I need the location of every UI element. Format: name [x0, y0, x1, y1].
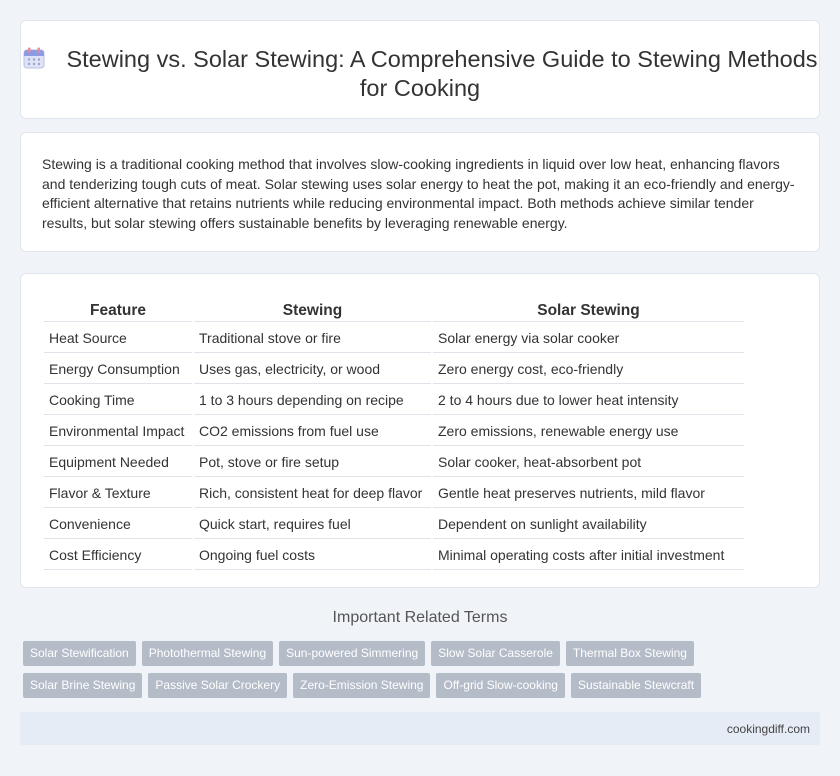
solar-stewing-cell: Zero emissions, renewable energy use [433, 417, 744, 446]
table-row [44, 355, 744, 384]
related-term-tag[interactable]: Zero-Emission Stewing [293, 673, 430, 698]
table-row [44, 479, 744, 508]
table-row [44, 448, 744, 477]
related-term-tag[interactable]: Solar Stewification [23, 641, 136, 666]
footer-site-link[interactable]: cookingdiff.com [726, 722, 810, 736]
table-row [44, 417, 744, 446]
solar-stewing-cell: Solar cooker, heat-absorbent pot [433, 448, 744, 477]
related-term-tag[interactable]: Off-grid Slow-cooking [436, 673, 565, 698]
feature-cell: Equipment Needed [44, 448, 192, 477]
tag-row [23, 641, 723, 666]
stewing-cell: Quick start, requires fuel [194, 510, 431, 539]
comparison-table [42, 296, 746, 572]
feature-cell: Environmental Impact [44, 417, 192, 446]
feature-cell: Heat Source [44, 324, 192, 353]
column-header-stewing: Stewing [194, 298, 431, 322]
footer [20, 712, 820, 745]
feature-cell: Energy Consumption [44, 355, 192, 384]
stewing-cell: Rich, consistent heat for deep flavor [194, 479, 431, 508]
stewing-cell: Ongoing fuel costs [194, 541, 431, 570]
stewing-cell: Pot, stove or fire setup [194, 448, 431, 477]
related-term-tag[interactable]: Sustainable Stewcraft [571, 673, 701, 698]
feature-cell: Flavor & Texture [44, 479, 192, 508]
intro-paragraph: Stewing is a traditional cooking method that involves slow-cooking ingredients in liquid over low heat, enhancing flavors and tenderizing tough cuts of meat. Solar stewing uses solar energy to heat the pot, making it an eco-friendly and energy-efficient alternative that retains nutrients while reducing environmental impact. Both methods achieve similar tender results, but solar stewing offers sustainable benefits by leveraging renewable energy. [42, 156, 795, 231]
feature-cell: Cooking Time [44, 386, 192, 415]
intro-card [20, 132, 820, 252]
related-term-tag[interactable]: Slow Solar Casserole [431, 641, 560, 666]
related-terms-list [23, 641, 723, 705]
solar-stewing-cell: Solar energy via solar cooker [433, 324, 744, 353]
page-title-block [21, 45, 819, 103]
column-header-solar-stewing: Solar Stewing [433, 298, 744, 322]
table-row [44, 386, 744, 415]
feature-cell: Convenience [44, 510, 192, 539]
feature-cell: Cost Efficiency [44, 541, 192, 570]
solar-stewing-cell: Gentle heat preserves nutrients, mild flavor [433, 479, 744, 508]
solar-stewing-cell: Minimal operating costs after initial investment [433, 541, 744, 570]
related-term-tag[interactable]: Thermal Box Stewing [566, 641, 694, 666]
related-term-tag[interactable]: Passive Solar Crockery [148, 673, 287, 698]
solar-stewing-cell: Zero energy cost, eco-friendly [433, 355, 744, 384]
table-row [44, 510, 744, 539]
table-header-row [44, 298, 744, 322]
solar-stewing-cell: Dependent on sunlight availability [433, 510, 744, 539]
stewing-cell: Uses gas, electricity, or wood [194, 355, 431, 384]
calendar-icon [22, 46, 46, 70]
comparison-card [20, 273, 820, 588]
table-row [44, 324, 744, 353]
stewing-cell: 1 to 3 hours depending on recipe [194, 386, 431, 415]
table-row [44, 541, 744, 570]
related-terms-heading: Important Related Terms [332, 609, 508, 626]
column-header-feature: Feature [44, 298, 192, 322]
stewing-cell: CO2 emissions from fuel use [194, 417, 431, 446]
page-title: Stewing vs. Solar Stewing: A Comprehensive Guide to Stewing Methods for Cooking [66, 46, 818, 101]
header-card [20, 20, 820, 119]
related-term-tag[interactable]: Photothermal Stewing [142, 641, 273, 666]
related-term-tag[interactable]: Solar Brine Stewing [23, 673, 142, 698]
tag-row [23, 673, 723, 698]
stewing-cell: Traditional stove or fire [194, 324, 431, 353]
related-term-tag[interactable]: Sun-powered Simmering [279, 641, 425, 666]
solar-stewing-cell: 2 to 4 hours due to lower heat intensity [433, 386, 744, 415]
